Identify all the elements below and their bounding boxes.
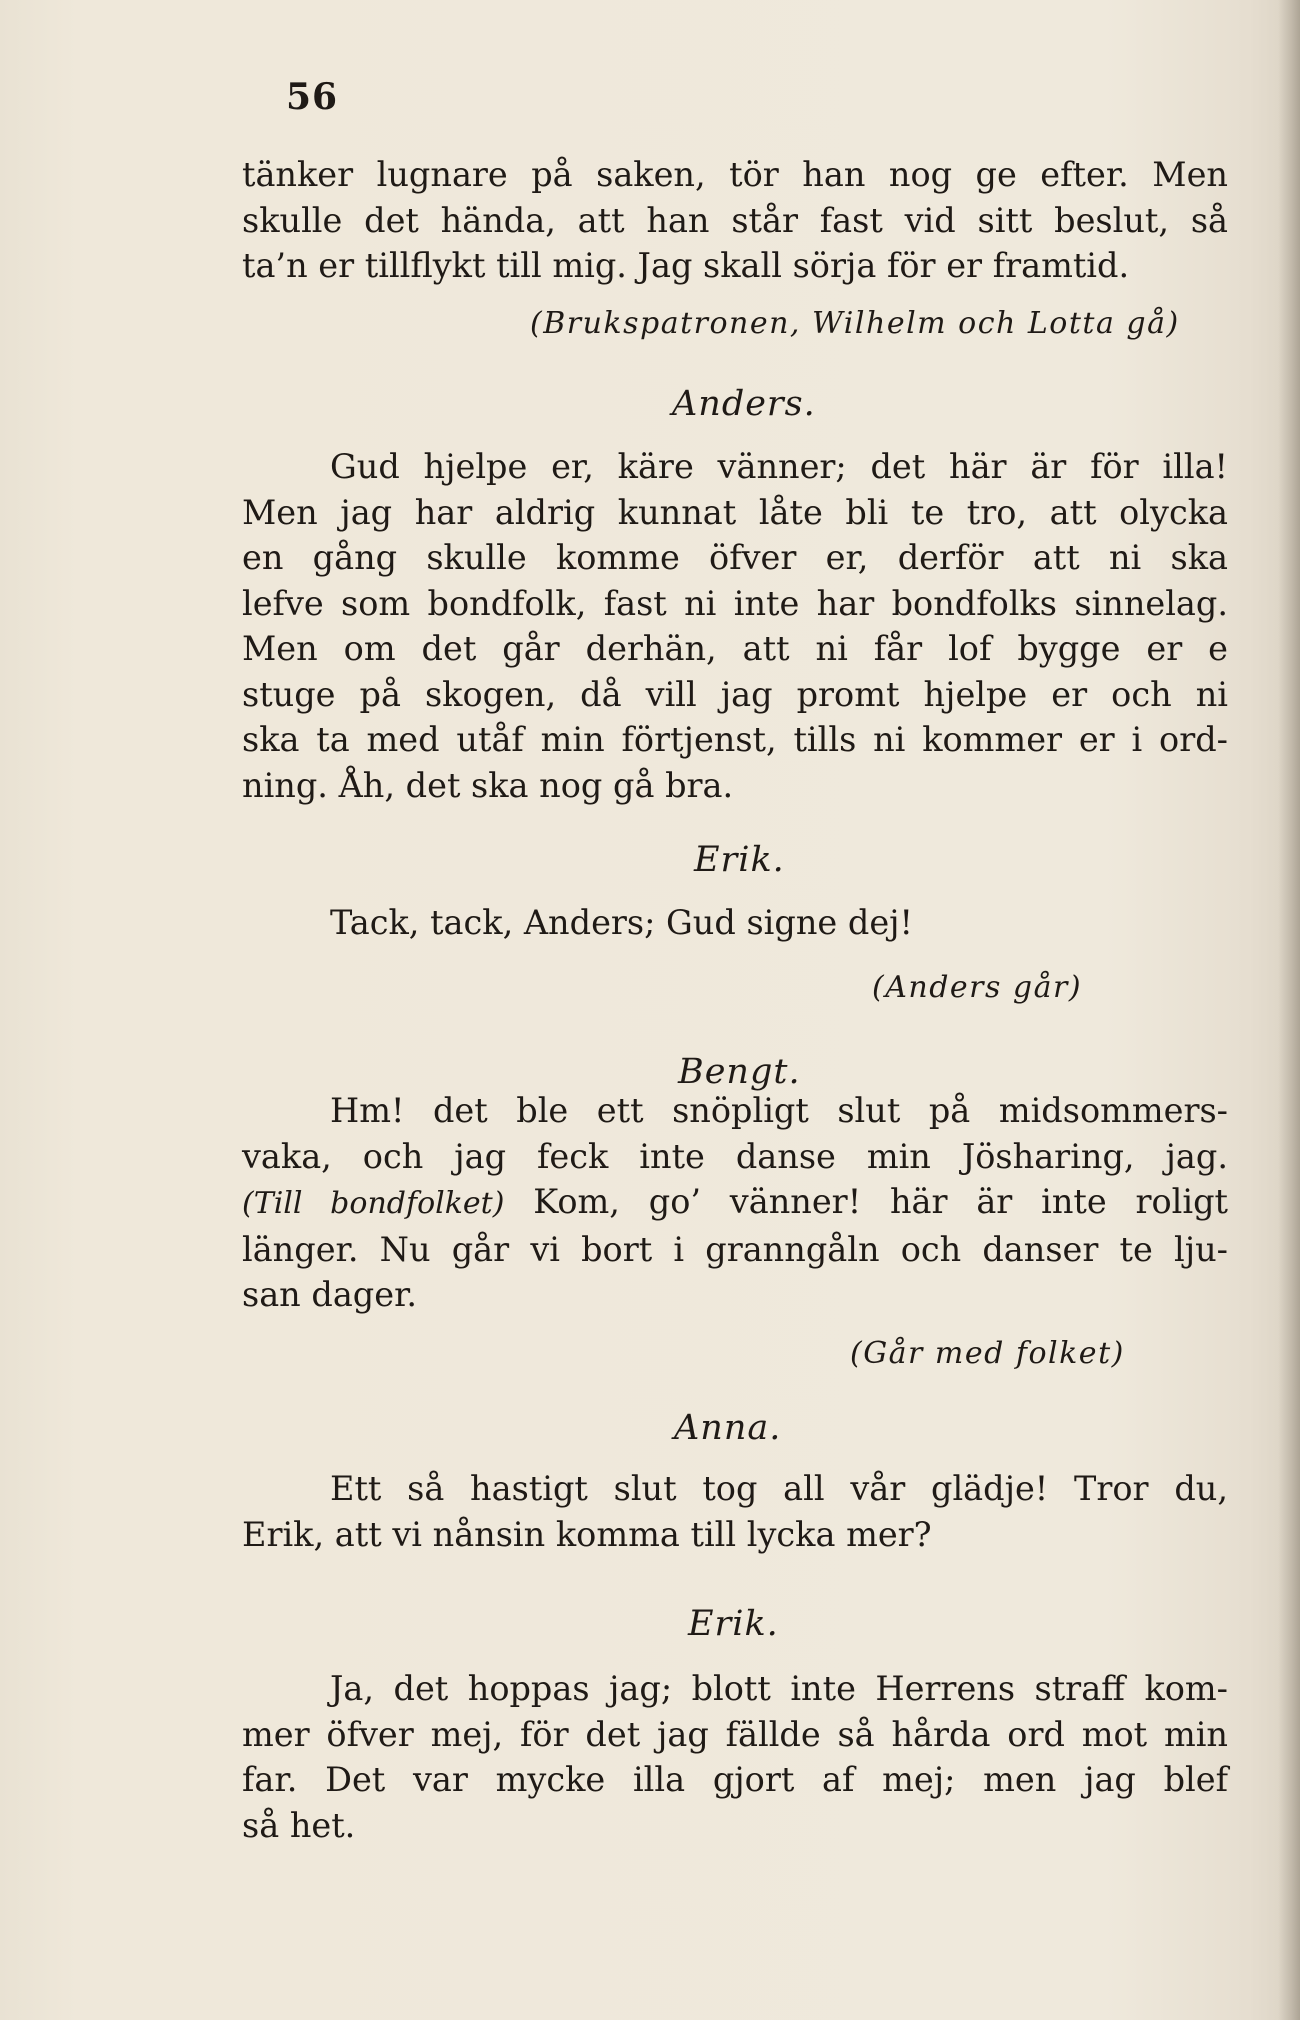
text-line: Ja, det hoppas jag; blott inte Herrens straff kom- — [330, 1669, 1228, 1708]
text-line: tänker lugnare på saken, tör han nog ge efter. Men — [242, 155, 1228, 194]
text-line: Erik, att vi nånsin komma till lycka mer? — [242, 1514, 932, 1554]
text-line: Hm! det ble ett snöpligt slut på midsommers- — [330, 1091, 1228, 1130]
text-line: far. Det var mycke illa gjort af mej; men jag blef — [242, 1760, 1228, 1799]
text-line: Men om det går derhän, att ni får lof bygge er e — [242, 629, 1228, 668]
speaker-name-erik: Erik. — [694, 840, 785, 880]
text-line: mer öfver mej, för det jag fällde så hårda ord mot min — [242, 1714, 1228, 1754]
text-line: länger. Nu går vi bort i granngåln och danser te lju- — [242, 1229, 1228, 1269]
page-edge-shadow — [1278, 0, 1300, 2020]
speaker-name-bengt: Bengt. — [678, 1052, 801, 1092]
paragraph-anders-speech — [242, 444, 1228, 808]
page-number: 56 — [286, 76, 339, 118]
speaker-name-erik-2: Erik. — [688, 1604, 779, 1644]
stage-direction-goes-with-folk: (Går med folket) — [850, 1336, 1125, 1371]
text-line: Tack, tack, Anders; Gud signe dej! — [330, 903, 913, 942]
text-line-rest: Kom, go’ vänner! här är inte roligt — [504, 1182, 1228, 1221]
text-line: skulle det hända, att han står fast vid sitt beslut, så — [242, 200, 1228, 240]
text-line: stuge på skogen, då vill jag promt hjelpe er och ni — [242, 674, 1228, 714]
text-line: så het. — [242, 1805, 356, 1845]
speaker-name-anna: Anna. — [674, 1408, 782, 1448]
text-line: Men jag har aldrig kunnat låte bli te tro, att olycka — [242, 492, 1228, 532]
text-line: ning. Åh, det ska nog gå bra. — [242, 765, 734, 805]
paragraph-erik-reply — [242, 1666, 1228, 1848]
inline-stage-direction: (Till bondfolket) — [242, 1186, 505, 1221]
paragraph-bruks-speech — [242, 152, 1228, 289]
stage-direction-anders-exit: (Anders går) — [872, 970, 1083, 1005]
text-line: Ett så hastigt slut tog all vår glädje! Tror du, — [330, 1469, 1228, 1508]
text-line: lefve som bondfolk, fast ni inte har bondfolks sinnelag. — [242, 583, 1228, 623]
speaker-name-anders: Anders. — [672, 384, 816, 424]
stage-direction-exit: (Brukspatronen, Wilhelm och Lotta gå) — [530, 306, 1180, 341]
paragraph-erik-thanks — [242, 900, 1228, 946]
text-line: Gud hjelpe er, käre vänner; det här är för illa! — [330, 447, 1228, 486]
text-line: ska ta med utåf min förtjenst, tills ni kommer er i ord- — [242, 720, 1228, 759]
text-line: vaka, och jag feck inte danse min Jösharing, jag. — [242, 1136, 1228, 1176]
text-line: ta’n er tillflykt till mig. Jag skall sörja för er framtid. — [242, 246, 1130, 285]
paragraph-anna-speech — [242, 1466, 1228, 1557]
text-line: en gång skulle komme öfver er, derför att ni ska — [242, 538, 1228, 577]
text-line: san dager. — [242, 1275, 418, 1314]
paragraph-bengt-speech — [242, 1088, 1228, 1318]
text-line — [242, 1179, 1228, 1227]
